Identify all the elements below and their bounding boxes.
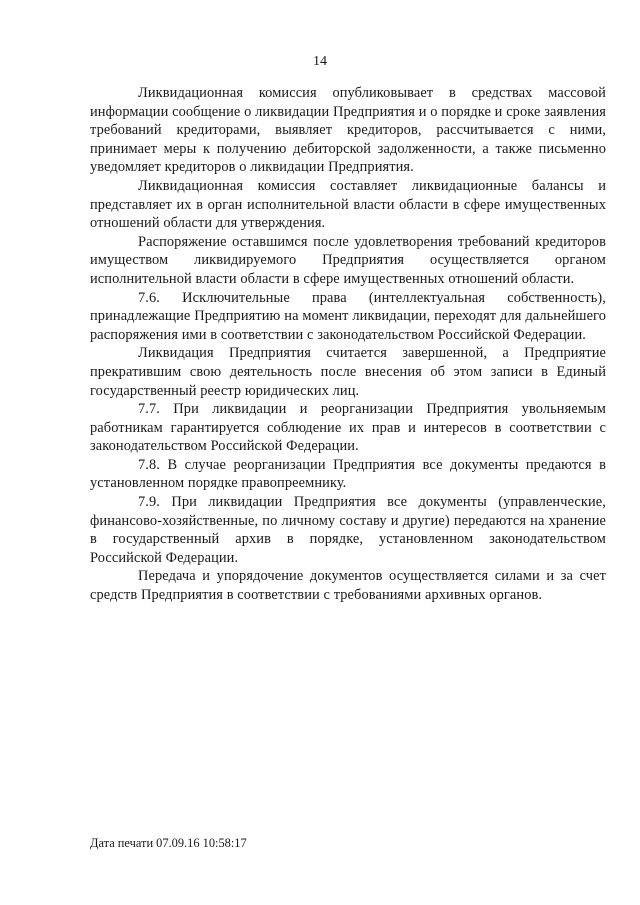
print-date: Дата печати 07.09.16 10:58:17 <box>90 836 247 850</box>
document-body <box>90 84 606 605</box>
paragraph-7-9: 7.9. При ликвидации Предприятия все документы (управленческие, финансово-хозяйственные, по личному составу и другие) передаются на хранение в государственный архив в порядке, установленном законодательством Российской Федерации. <box>90 494 606 566</box>
paragraph-7-6: 7.6. Исключительные права (интеллектуальная собственность), принадлежащие Предприятию на момент ликвидации, переходят для дальнейшего распоряжения ими в соответствии с законодательством Российской Федерации. <box>90 289 606 343</box>
paragraph-liquidation-publication: Ликвидационная комиссия опубликовывает в средствах массовой информации сообщение о ликвидации Предприятия и о порядке и сроке заявления требований кредиторами, выявляет кредиторов, рассчитывается с ними, принимает меры к получению дебиторской задолженности, а также письменно уведомляет кредиторов о ликвидации Предприятия. <box>90 85 606 176</box>
paragraph-7-8: 7.8. В случае реорганизации Предприятия все документы предаются в установленном порядке правопреемнику. <box>90 456 606 492</box>
paragraph-7-7: 7.7. При ликвидации и реорганизации Предприятия увольняемым работникам гарантируется соблюдение их прав и интересов в соответствии с законодательством Российской Федерации. <box>90 401 606 455</box>
paragraph-liquidation-complete: Ликвидация Предприятия считается завершенной, а Предприятие прекратившим свою деятельность после внесения об этом записи в Единый государственный реестр юридических лиц. <box>90 345 606 399</box>
paragraph-property-disposal: Распоряжение оставшимся после удовлетворения требований кредиторов имуществом ликвидируемого Предприятия осуществляется органом исполнительной власти области в сфере имущественных отношений области. <box>90 233 606 287</box>
paragraph-liquidation-balances: Ликвидационная комиссия составляет ликвидационные балансы и представляет их в орган исполнительной власти области в сфере имущественных отношений области для утверждения. <box>90 177 606 232</box>
paragraph-document-transfer: Передача и упорядочение документов осуществляется силами и за счет средств Предприятия в соответствии с требованиями архивных органов. <box>90 568 606 604</box>
page-number: 14 <box>313 54 327 69</box>
